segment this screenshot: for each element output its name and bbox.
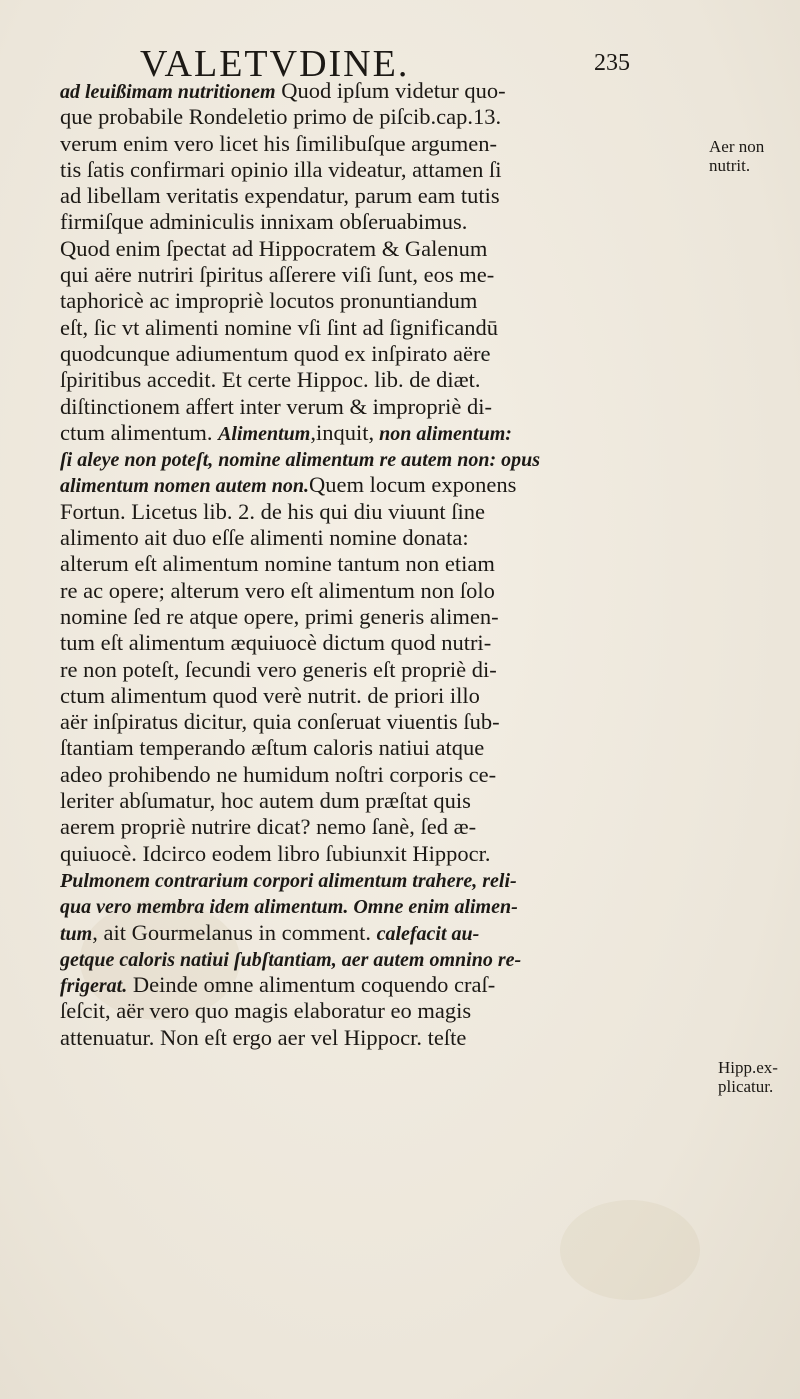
roman-run: re non poteſt, ſecundi vero generis eſt propriè di- xyxy=(60,656,497,682)
text-line xyxy=(60,841,696,867)
page-number: 235 xyxy=(594,50,630,76)
roman-run: tum eſt alimentum æquiuocè dictum quod nutri- xyxy=(60,630,492,656)
roman-run: Quod ipſum videtur quo- xyxy=(275,78,506,103)
body-text xyxy=(60,78,696,1051)
roman-run: tis ſatis confirmari opinio illa videatur, attamen ſi xyxy=(60,156,502,182)
text-line xyxy=(60,762,696,788)
margin-note-line: Aer non xyxy=(709,137,765,156)
roman-run: Quem locum exponens xyxy=(308,472,517,498)
text-line xyxy=(60,972,696,998)
text-line xyxy=(60,288,696,314)
italic-run: calefacit au- xyxy=(376,922,480,945)
italic-run: qua vero membra idem alimentum. Omne enim alimen- xyxy=(60,896,518,919)
italic-run: non alimentum: xyxy=(374,422,512,445)
text-line xyxy=(60,578,696,604)
text-line xyxy=(60,867,696,893)
text-line xyxy=(60,735,696,761)
text-line xyxy=(60,998,696,1024)
roman-run: nomine ſed re atque opere, primi generis alimen- xyxy=(60,603,499,629)
roman-run: alterum eſt alimentum nomine tantum non etiam xyxy=(60,551,495,577)
text-line xyxy=(60,1025,696,1051)
text-line xyxy=(60,341,696,367)
text-line xyxy=(60,78,696,104)
text-line xyxy=(60,551,696,577)
margin-note-line: Hipp.ex- xyxy=(718,1058,778,1077)
text-line xyxy=(60,209,696,235)
margin-note xyxy=(709,137,764,175)
roman-run: quodcunque adiumentum quod ex inſpirato aëre xyxy=(60,340,491,366)
text-line xyxy=(60,315,696,341)
italic-run: Alimentum xyxy=(218,422,311,445)
roman-run: ſtantiam temperando æſtum caloris natiui atque xyxy=(60,735,485,761)
text-line xyxy=(60,157,696,183)
text-line xyxy=(60,920,696,946)
roman-run: quiuocè. Idcirco eodem libro ſubiunxit Hippocr. xyxy=(60,840,491,866)
roman-run: alimento ait duo eſſe alimenti nomine donata: xyxy=(60,525,469,551)
text-line xyxy=(60,394,696,420)
roman-run: firmiſque adminiculis innixam obſeruabimus. xyxy=(60,209,468,235)
roman-run: verum enim vero licet his ſimilibuſque argumen- xyxy=(60,130,497,156)
margin-note xyxy=(718,1058,778,1096)
italic-run: alimentum nomen autem non. xyxy=(60,475,309,498)
roman-run: qui aëre nutriri ſpiritus aſſerere viſi ſunt, eos me- xyxy=(60,262,495,288)
italic-run: frigerat. xyxy=(60,975,128,998)
roman-run: attenuatur. Non eſt ergo aer vel Hippocr. teſte xyxy=(60,1024,467,1050)
roman-run: aerem propriè nutrire dicat? nemo ſanè, ſed æ- xyxy=(60,814,477,840)
roman-run: ctum alimentum quod verè nutrit. de priori illo xyxy=(60,682,480,708)
margin-note-line: plicatur. xyxy=(718,1077,774,1096)
text-line xyxy=(60,446,696,472)
roman-run: eſt, ſic vt alimenti nomine vſi ſint ad ſignificandū xyxy=(60,314,499,340)
roman-run: ad libellam veritatis expendatur, parum eam tutis xyxy=(60,183,500,209)
text-line xyxy=(60,630,696,656)
roman-run: Deinde omne alimentum coquendo craſ- xyxy=(127,972,496,998)
paper-stain xyxy=(560,1200,700,1300)
text-line xyxy=(60,131,696,157)
roman-run: ,inquit, xyxy=(310,419,375,445)
roman-run: diſtinctionem affert inter verum & impropriè di- xyxy=(60,393,492,419)
roman-run: re ac opere; alterum vero eſt alimentum non ſolo xyxy=(60,577,495,603)
roman-run: Quod enim ſpectat ad Hippocratem & Galenum xyxy=(60,235,488,261)
roman-run: Fortun. Licetus lib. 2. de his qui diu viuunt ſine xyxy=(60,498,485,524)
roman-run: leriter abſumatur, hoc autem dum præſtat quis xyxy=(60,788,471,814)
text-line xyxy=(60,946,696,972)
running-title: VALETVDINE. xyxy=(140,43,410,85)
text-line xyxy=(60,367,696,393)
text-line xyxy=(60,709,696,735)
margin-note-line: nutrit. xyxy=(709,156,751,175)
text-line xyxy=(60,788,696,814)
roman-run: taphoricè ac impropriè locutos pronuntiandum xyxy=(60,288,478,314)
text-line xyxy=(60,183,696,209)
text-line xyxy=(60,683,696,709)
text-line xyxy=(60,657,696,683)
text-line xyxy=(60,420,696,446)
text-line xyxy=(60,604,696,630)
text-line xyxy=(60,104,696,130)
text-line xyxy=(60,893,696,919)
italic-run: Pulmonem contrarium corpori alimentum trahere, reli- xyxy=(60,869,517,892)
roman-run: que probabile Rondeletio primo de piſcib.cap.13. xyxy=(60,104,502,130)
roman-run: adeo prohibendo ne humidum noſtri corporis ce- xyxy=(60,761,497,787)
roman-run: aër inſpiratus dicitur, quia conſeruat viuentis ſub- xyxy=(60,709,500,735)
italic-run: getque caloris natiui ſubſtantiam, aer autem omnino re- xyxy=(60,948,522,971)
text-line xyxy=(60,814,696,840)
roman-run: ſeſcit, aër vero quo magis elaboratur eo magis xyxy=(60,998,472,1024)
italic-run: tum xyxy=(60,922,93,945)
roman-run: ctum alimentum. xyxy=(60,419,219,445)
italic-run: ad leuißimam nutritionem xyxy=(60,81,276,103)
text-line xyxy=(60,236,696,262)
text-line xyxy=(60,499,696,525)
text-line xyxy=(60,262,696,288)
roman-run: , ait Gourmelanus in comment. xyxy=(92,919,377,945)
roman-run: ſpiritibus accedit. Et certe Hippoc. lib. de diæt. xyxy=(60,367,481,393)
text-line xyxy=(60,472,696,498)
text-line xyxy=(60,525,696,551)
italic-run: ſi aleye non poteſt, nomine alimentum re autem non: opus xyxy=(60,449,541,472)
